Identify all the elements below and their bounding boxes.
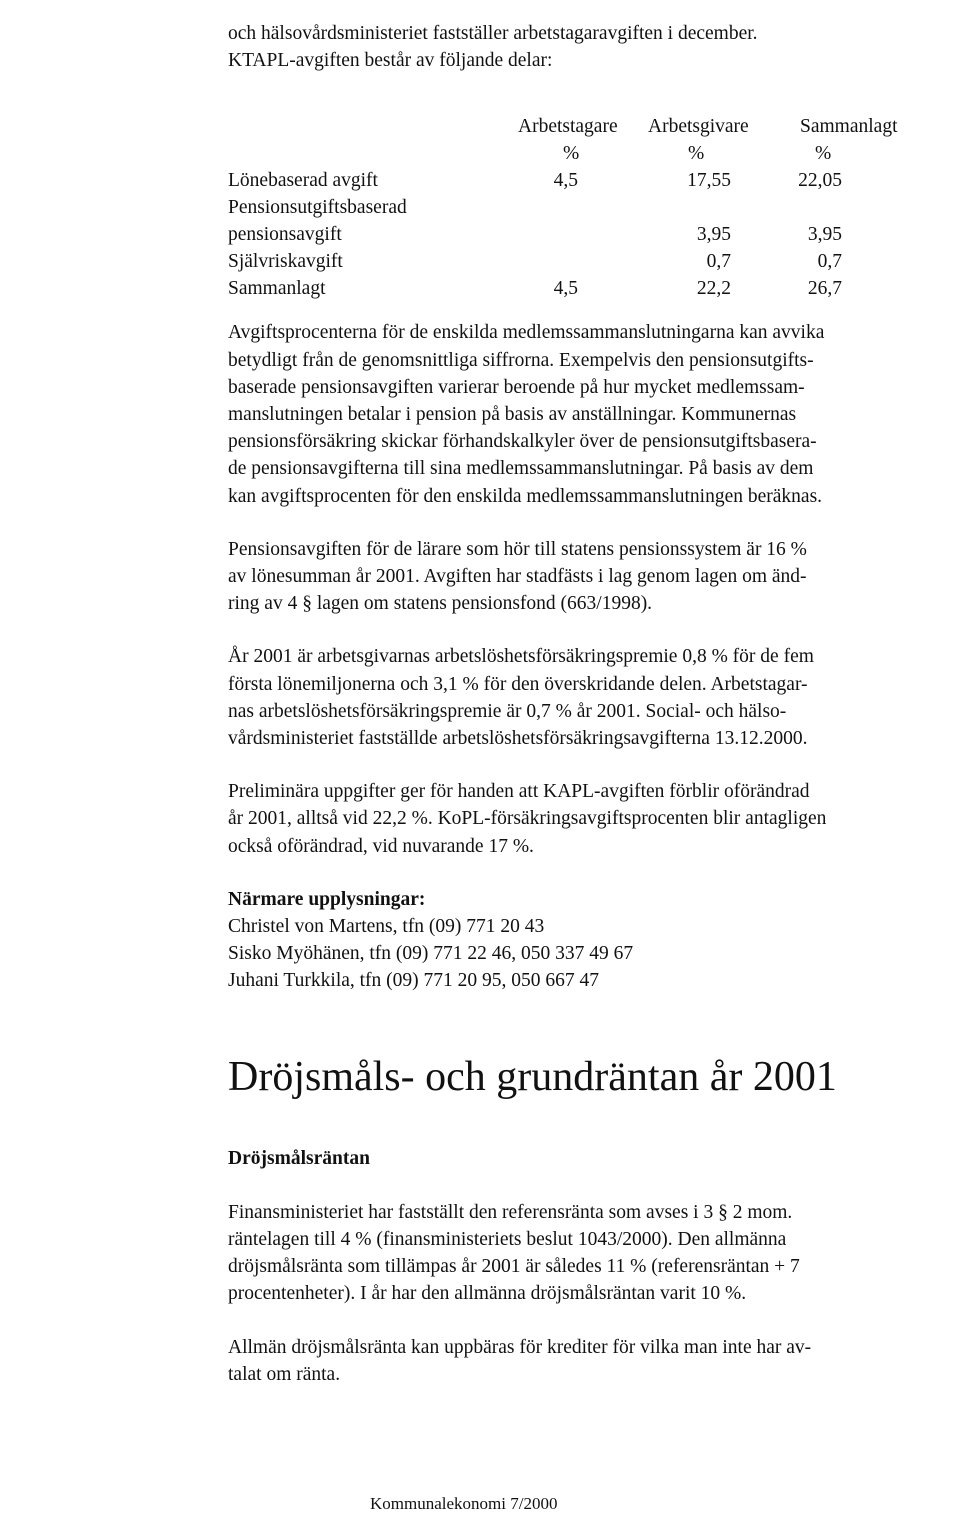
text-line: Pensionsavgiften för de lärare som hör till statens pensionssystem är 16 % — [228, 538, 807, 560]
page-footer: Kommunalekonomi 7/2000 — [370, 1494, 558, 1513]
paragraph-preliminary-data — [228, 778, 928, 860]
unit-employer: % — [688, 143, 705, 165]
text-line: år 2001, alltså vid 22,2 %. KoPL-försäkringsavgiftsprocenten blir antagligen — [228, 808, 827, 830]
text-line: räntelagen till 4 % (finansministeriets beslut 1043/2000). Den allmänna — [228, 1229, 787, 1251]
text-line: Finansministeriet har fastställt den referensränta som avses i 3 § 2 mom. — [228, 1201, 793, 1223]
column-header-employer: Arbetsgivare — [648, 116, 749, 138]
paragraph-teachers-pension — [228, 536, 928, 618]
contact-person: Christel von Martens, tfn (09) 771 20 43 — [228, 916, 545, 938]
text-line: talat om ränta. — [228, 1363, 341, 1385]
cell-total: 26,7 — [807, 278, 842, 300]
section-heading: Dröjsmåls- och grundräntan år 2001 — [228, 1053, 837, 1100]
table-unit-row — [228, 140, 928, 167]
contacts-title: Närmare upplysningar: — [228, 888, 426, 910]
cell-employer: 3,95 — [696, 224, 731, 246]
table-row — [228, 194, 928, 221]
text-line: också oförändrad, vid nuvarande 17 %. — [228, 835, 534, 857]
text-line: manslutningen betalar i pension på basis av anställningar. Kommunernas — [228, 404, 797, 426]
paragraph-general-interest — [228, 1334, 928, 1388]
text-line: betydligt från de genomsnittliga siffrorna. Exempelvis den pensionsutgifts- — [228, 349, 814, 371]
row-label: Självriskavgift — [228, 251, 343, 273]
text-line: baserade pensionsavgiften varierar beroende på hur mycket medlemssam- — [228, 376, 805, 398]
text-line: ring av 4 § lagen om statens pensionsfond (663/1998). — [228, 593, 653, 615]
table-row — [228, 221, 928, 248]
section-subheading: Dröjsmålsräntan — [228, 1147, 370, 1169]
cell-employee: 4,5 — [553, 170, 578, 192]
text-line: dröjsmålsränta som tillämpas år 2001 är således 11 % (referensräntan + 7 — [228, 1256, 800, 1278]
cell-total: 0,7 — [817, 251, 842, 273]
unit-total: % — [815, 143, 832, 165]
contacts — [228, 886, 928, 995]
cell-total: 3,95 — [807, 224, 842, 246]
contact-person: Juhani Turkkila, tfn (09) 771 20 95, 050 667 47 — [228, 970, 600, 992]
table-header-row — [228, 113, 928, 140]
table-row — [228, 167, 928, 194]
unit-employee: % — [563, 143, 580, 165]
table-row — [228, 275, 928, 302]
row-label: Sammanlagt — [228, 278, 326, 300]
text-line: vårdsministeriet fastställde arbetslöshetsförsäkringsavgifterna 13.12.2000. — [228, 728, 808, 750]
text-line: År 2001 är arbetsgivarnas arbetslöshetsförsäkringspremie 0,8 % för de fem — [228, 646, 814, 668]
cell-employee: 4,5 — [553, 278, 578, 300]
text-line: de pensionsavgifterna till sina medlemssammanslutningar. På basis av dem — [228, 458, 814, 480]
fee-table — [228, 113, 928, 300]
row-label: Lönebaserad avgift — [228, 170, 378, 192]
contact-person: Sisko Myöhänen, tfn (09) 771 22 46, 050 337 49 67 — [228, 943, 634, 965]
document-page — [228, 20, 928, 1388]
text-line: kan avgiftsprocenten för den enskilda medlemssammanslutningen beräknas. — [228, 485, 823, 507]
column-header-total: Sammanlagt — [800, 116, 898, 138]
table-row — [228, 248, 928, 275]
text-line: procentenheter). I år har den allmänna dröjsmålsräntan varit 10 %. — [228, 1283, 747, 1305]
paragraph-unemployment-insurance — [228, 643, 928, 752]
column-header-employee: Arbetstagare — [518, 116, 618, 138]
paragraph-reference-rate — [228, 1199, 928, 1308]
text-line: Preliminära uppgifter ger för handen att KAPL-avgiften förblir oförändrad — [228, 781, 810, 803]
intro-text — [228, 20, 928, 74]
paragraph-fee-variation — [228, 319, 928, 509]
cell-employer: 17,55 — [687, 170, 731, 192]
text-line: KTAPL-avgiften består av följande delar: — [228, 50, 553, 72]
text-line: första lönemiljonerna och 3,1 % för den överskridande delen. Arbetstagar- — [228, 673, 808, 695]
cell-total: 22,05 — [798, 170, 842, 192]
cell-employer: 22,2 — [696, 278, 731, 300]
cell-employer: 0,7 — [706, 251, 731, 273]
row-label: pensionsavgift — [228, 224, 342, 246]
text-line: och hälsovårdsministeriet fastställer arbetstagaravgiften i december. — [228, 23, 758, 44]
text-line: Allmän dröjsmålsränta kan uppbäras för krediter för vilka man inte har av- — [228, 1336, 812, 1358]
row-label: Pensionsutgiftsbaserad — [228, 197, 407, 219]
text-line: nas arbetslöshetsförsäkringspremie är 0,7 % år 2001. Social- och hälso- — [228, 700, 787, 722]
text-line: Avgiftsprocenterna för de enskilda medlemssammanslutningarna kan avvika — [228, 322, 825, 344]
text-line: pensionsförsäkring skickar förhandskalkyler över de pensionsutgiftsbasera- — [228, 431, 817, 453]
text-line: av lönesumman år 2001. Avgiften har stadfästs i lag genom lagen om änd- — [228, 566, 807, 588]
